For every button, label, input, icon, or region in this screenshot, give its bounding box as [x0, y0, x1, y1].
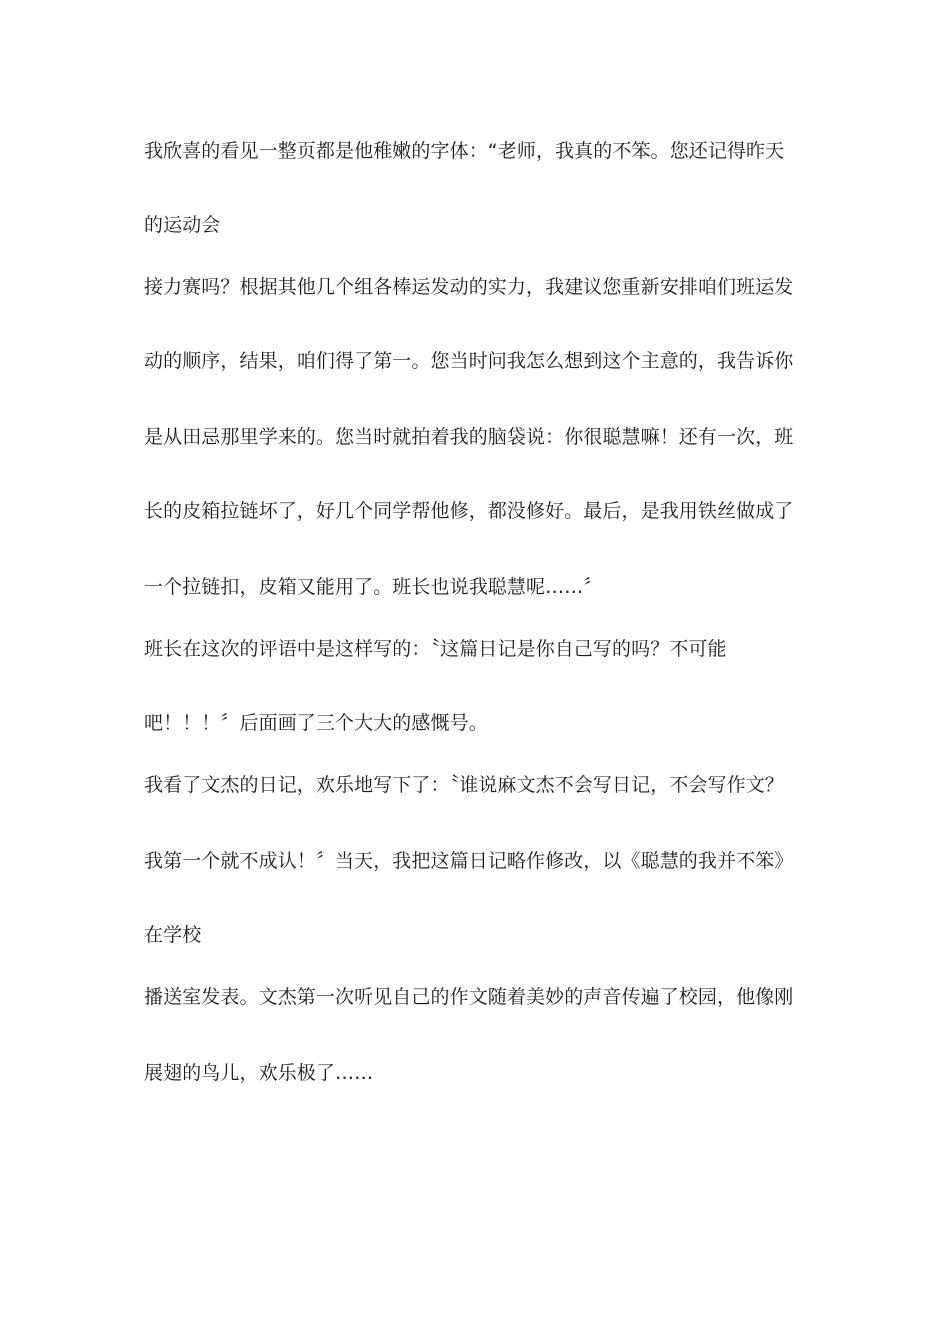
text-line: 班长在这次的评语中是这样写的：〝这篇日记是你自己写的吗？不可能 [144, 638, 727, 660]
text-line: 我第一个就不成认！〞当天，我把这篇日记略作修改，以《聪慧的我并不笨》 [144, 850, 794, 872]
text-line: 在学校 [144, 924, 202, 946]
text-line: 接力赛吗？根据其他几个组各棒运发动的实力，我建议您重新安排咱们班运发 [144, 276, 794, 298]
text-line: 长的皮箱拉链坏了，好几个同学帮他修，都没修好。最后，是我用铁丝做成了 [144, 500, 794, 522]
text-line: 播送室发表。文杰第一次听见自己的作文随着美妙的声音传遍了校园，他像刚 [144, 986, 794, 1008]
text-line: 一个拉链扣，皮箱又能用了。班长也说我聪慧呢……〞 [144, 576, 603, 598]
text-line: 动的顺序，结果，咱们得了第一。您当时问我怎么想到这个主意的，我告诉你 [144, 350, 794, 372]
text-line: 我欣喜的看见一整页都是他稚嫩的字体：“老师，我真的不笨。您还记得昨天 [144, 140, 785, 162]
text-line: 是从田忌那里学来的。您当时就拍着我的脑袋说：你很聪慧嘛！还有一次，班 [144, 426, 794, 448]
text-line: 我看了文杰的日记，欢乐地写下了：〝谁说麻文杰不会写日记，不会写作文？ [144, 774, 784, 796]
text-line: 吧！！！〞后面画了三个大大的感慨号。 [144, 712, 488, 734]
text-line: 的运动会 [144, 214, 221, 236]
text-line: 展翅的鸟儿，欢乐极了…… [144, 1062, 374, 1084]
